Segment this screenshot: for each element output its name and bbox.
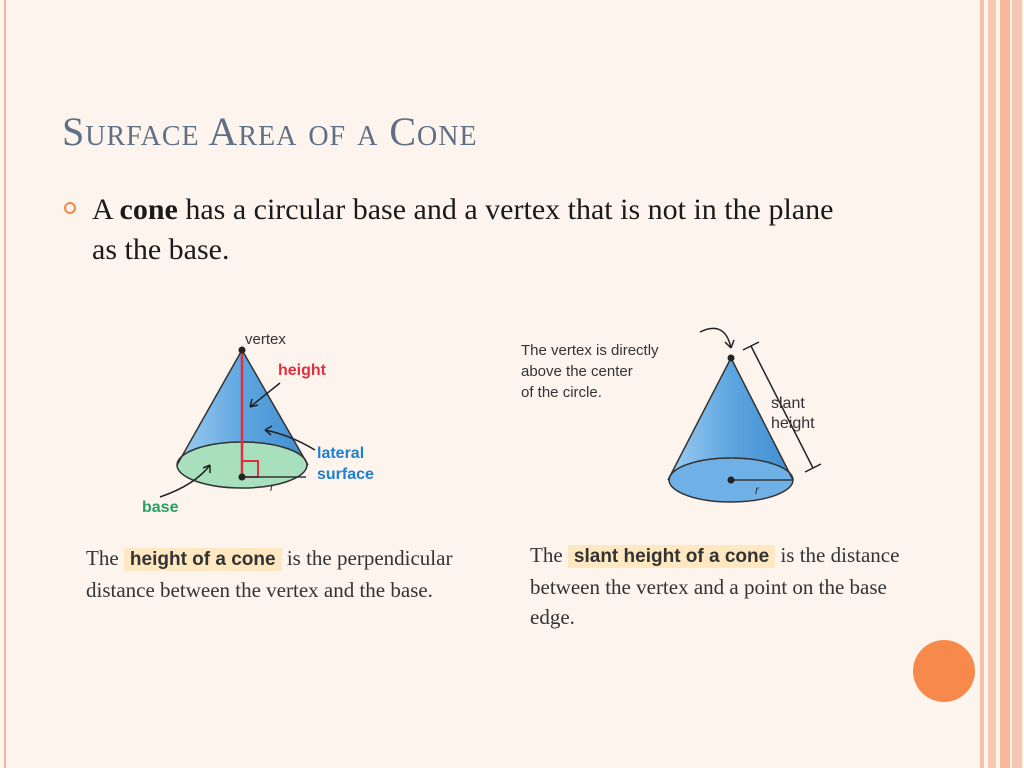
caption-text: is the perpendicular distance between the vertex and the base. — [86, 546, 453, 602]
vertex-arrow — [700, 328, 731, 348]
caption-text: is the distance between the vertex and a point on the base edge. — [530, 543, 900, 629]
bullet-circle-icon — [64, 202, 76, 214]
bullet-suffix: has a circular base and a vertex that is not in the plane as the base. — [92, 193, 834, 266]
bullet-bold-term: cone — [119, 193, 178, 226]
radius-label: r — [755, 483, 759, 497]
lateral-label: lateral — [317, 445, 365, 462]
caption-text: The — [530, 543, 568, 567]
bar-3 — [1000, 0, 1010, 768]
slide-title: Surface Area of a Cone — [62, 109, 478, 154]
vertex-note-line2: above the center — [521, 363, 633, 380]
cone-slant-height-diagram — [515, 320, 845, 510]
bar-4 — [1012, 0, 1022, 768]
height-label: height — [278, 362, 326, 379]
bar-2 — [988, 0, 996, 768]
bullet-text — [92, 190, 852, 270]
radius-label: r — [270, 480, 274, 494]
surface-label: surface — [317, 466, 374, 483]
center-dot — [239, 474, 246, 481]
base-label: base — [142, 499, 179, 516]
orange-circle-accent — [913, 640, 975, 702]
vertex-label: vertex — [245, 331, 286, 348]
cone-height-diagram — [130, 325, 410, 525]
caption-text: The — [86, 546, 124, 570]
bar-1 — [980, 0, 984, 768]
slant-label: slant — [771, 395, 805, 412]
center-dot — [728, 477, 735, 484]
vertex-dot — [728, 355, 735, 362]
left-border-line — [4, 0, 6, 768]
vertex-note-line1: The vertex is directly — [521, 342, 659, 359]
slant-height-term-highlight: slant height of a cone — [568, 545, 775, 568]
slant-height-caption — [530, 540, 910, 632]
height-term-highlight: height of a cone — [124, 548, 282, 571]
bullet-prefix: A — [92, 193, 120, 226]
vertex-note-line3: of the circle. — [521, 384, 602, 401]
height-caption — [86, 543, 466, 605]
slant-height-label: height — [771, 415, 815, 432]
